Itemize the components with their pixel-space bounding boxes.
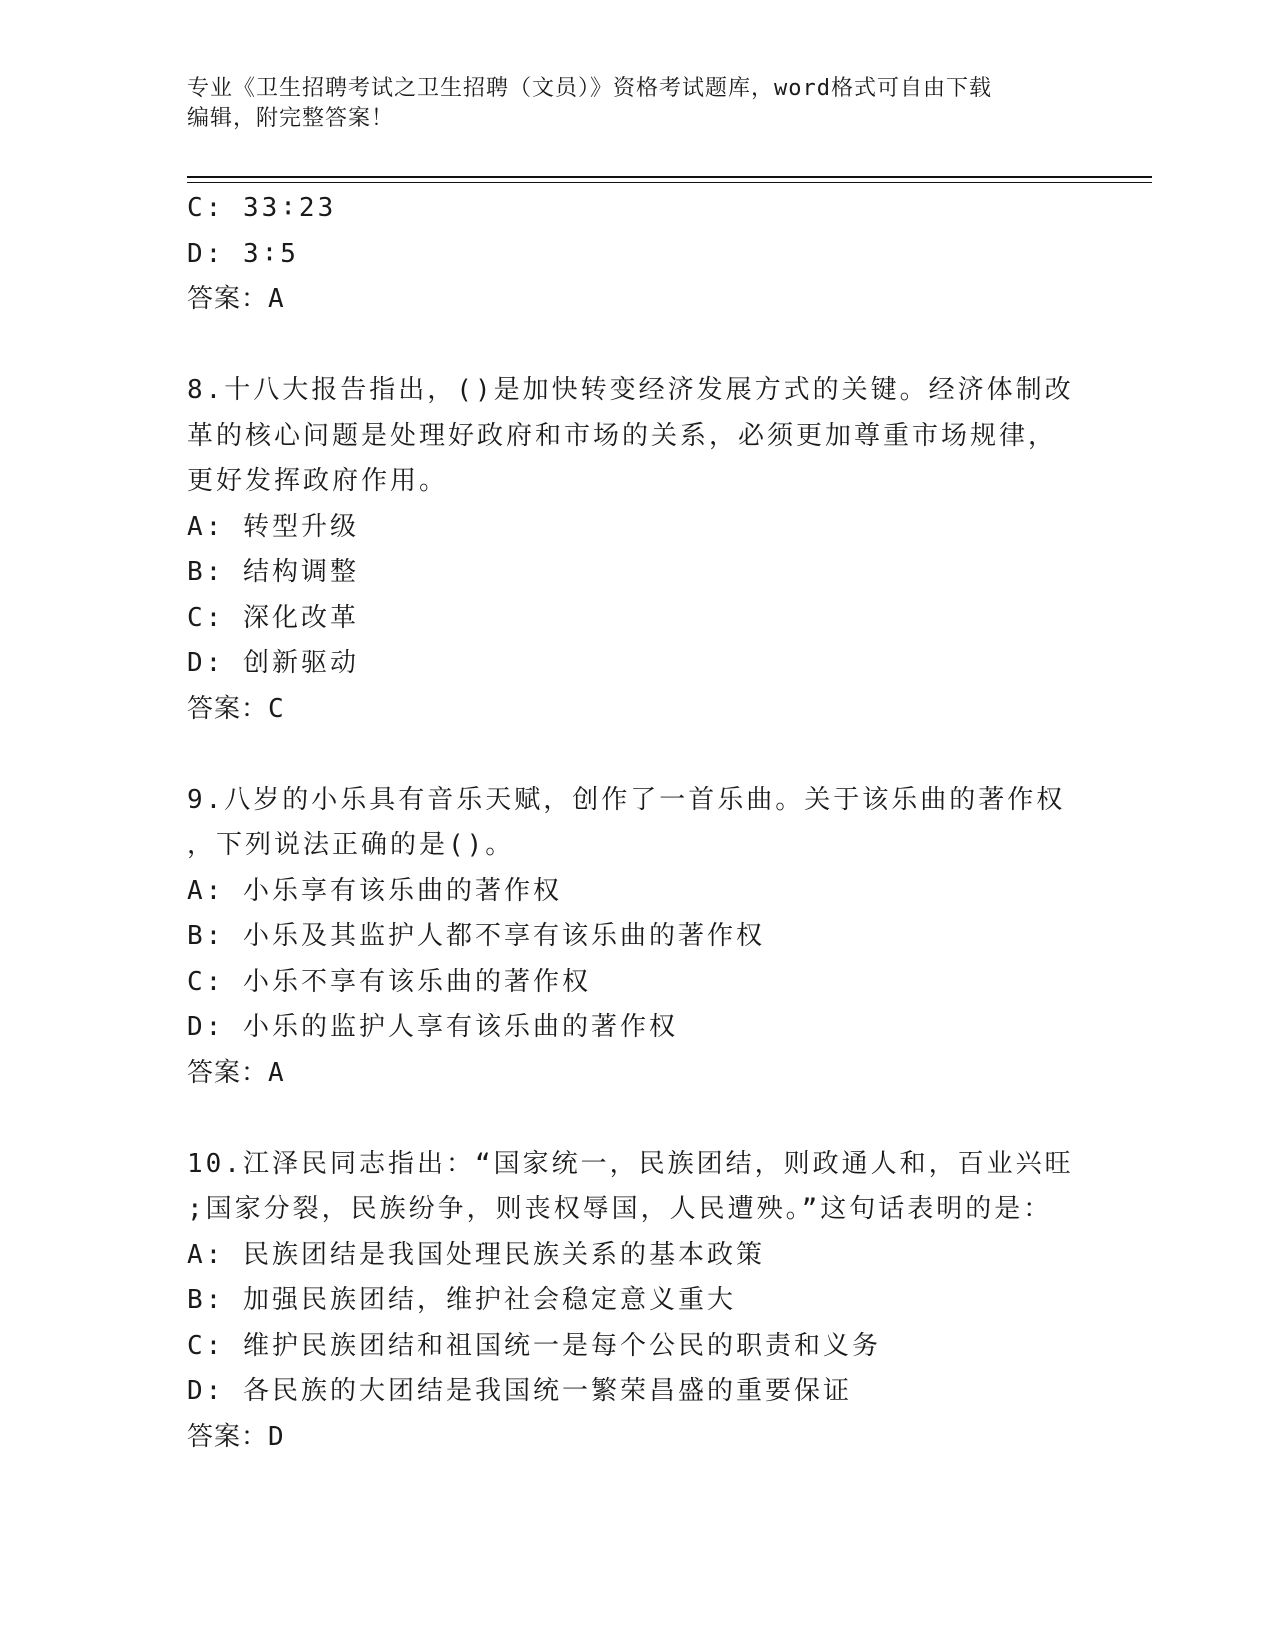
header-rule-thin (187, 182, 1152, 183)
answer: 答案：A (187, 1057, 285, 1088)
question-stem: 更好发挥政府作用。 (187, 466, 449, 496)
option-b: B: 小乐及其监护人都不享有该乐曲的著作权 (187, 921, 765, 951)
header-line-2: 编辑，附完整答案！ (187, 106, 395, 131)
question-stem: ，下列说法正确的是()。 (187, 830, 515, 860)
question-stem: 9.八岁的小乐具有音乐天赋，创作了一首乐曲。关于该乐曲的著作权 (187, 784, 1066, 815)
option-d: D: 小乐的监护人享有该乐曲的著作权 (187, 1012, 678, 1042)
option-a: A: 小乐享有该乐曲的著作权 (187, 875, 562, 906)
option-b: B: 加强民族团结，维护社会稳定意义重大 (187, 1285, 736, 1315)
answer: 答案：C (187, 693, 285, 724)
spacer (187, 732, 1117, 778)
spacer (187, 323, 1117, 369)
option-d: D: 各民族的大团结是我国统一繁荣昌盛的重要保证 (187, 1376, 852, 1406)
question-stem: 10.江泽民同志指出：“国家统一，民族团结，则政通人和，百业兴旺 (187, 1148, 1074, 1179)
option-c: C: 33∶23 (187, 193, 337, 223)
question-stem: 革的核心问题是处理好政府和市场的关系，必须更加尊重市场规律， (187, 420, 1058, 451)
question-stem: ;国家分裂，民族纷争，则丧权辱国，人民遭殃。”这句话表明的是： (187, 1194, 1053, 1224)
option-d: D: 创新驱动 (187, 648, 359, 678)
question-7-tail (187, 186, 1117, 323)
header-line-1: 专业《卫生招聘考试之卫生招聘（文员）》资格考试题库，word格式可自由下载 (187, 76, 992, 101)
document-body (187, 186, 1117, 1460)
question-10 (187, 1142, 1117, 1461)
spacer (187, 1096, 1117, 1142)
option-a: A: 民族团结是我国处理民族关系的基本政策 (187, 1239, 765, 1270)
header-rule-thick (187, 176, 1152, 178)
option-a: A: 转型升级 (187, 511, 359, 542)
answer: 答案：D (187, 1421, 285, 1452)
question-stem: 8.十八大报告指出，()是加快转变经济发展方式的关键。经济体制改 (187, 375, 1074, 405)
option-c: C: 深化改革 (187, 602, 359, 633)
question-8 (187, 368, 1117, 732)
option-c: C: 小乐不享有该乐曲的著作权 (187, 966, 591, 997)
option-d: D: 3∶5 (187, 238, 299, 269)
document-header (187, 74, 1087, 134)
answer: 答案：A (187, 284, 285, 314)
option-b: B: 结构调整 (187, 557, 359, 587)
question-9 (187, 778, 1117, 1097)
option-c: C: 维护民族团结和祖国统一是每个公民的职责和义务 (187, 1330, 881, 1361)
